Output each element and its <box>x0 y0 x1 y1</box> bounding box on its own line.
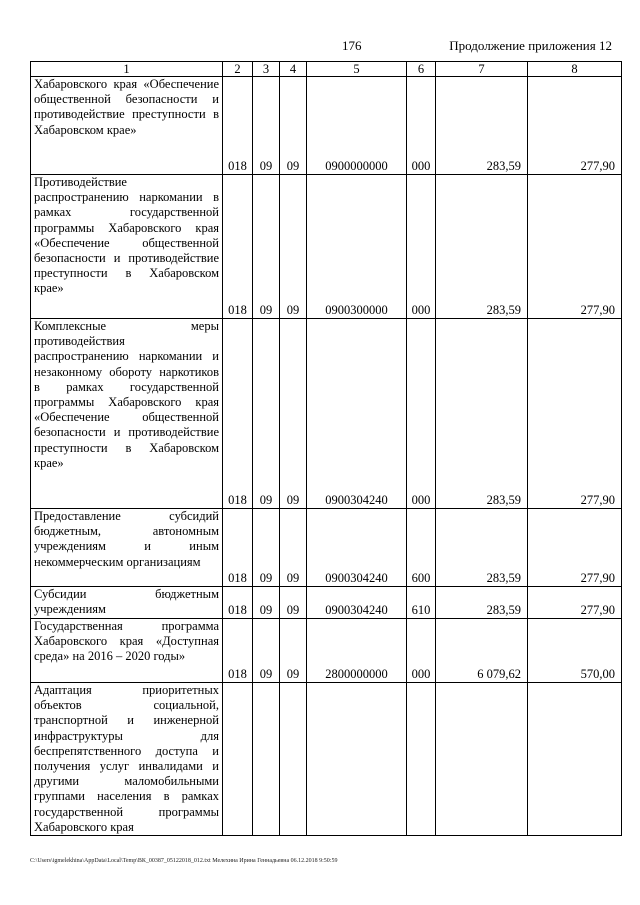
row-name: Предоставление субсидий бюджетным, автономным учреждениям и иным некоммерческим организациям <box>31 509 223 587</box>
cell-ministry: 018 <box>223 319 253 509</box>
column-header: 5 <box>307 62 407 77</box>
cell-amount-1: 283,59 <box>436 77 528 175</box>
table-row <box>31 509 622 587</box>
cell-amount-2: 277,90 <box>528 509 622 587</box>
budget-table <box>30 61 622 836</box>
column-header: 4 <box>280 62 307 77</box>
cell-amount-2: 277,90 <box>528 175 622 319</box>
cell-expense-type: 000 <box>407 319 436 509</box>
cell-expense-type: 000 <box>407 175 436 319</box>
cell-amount-2: 277,90 <box>528 77 622 175</box>
cell-subsection: 09 <box>280 77 307 175</box>
column-header: 2 <box>223 62 253 77</box>
table-row <box>31 619 622 683</box>
cell-subsection: 09 <box>280 509 307 587</box>
cell-section: 09 <box>253 77 280 175</box>
cell-section: 09 <box>253 509 280 587</box>
cell-amount-1: 283,59 <box>436 319 528 509</box>
cell-expense-type: 000 <box>407 619 436 683</box>
cell-subsection: 09 <box>280 587 307 619</box>
cell-expense-type: 000 <box>407 77 436 175</box>
cell-target: 0900300000 <box>307 175 407 319</box>
cell-amount-2: 277,90 <box>528 319 622 509</box>
cell-amount-1: 283,59 <box>436 175 528 319</box>
cell-amount-2: 277,90 <box>528 587 622 619</box>
column-header: 8 <box>528 62 622 77</box>
row-name: Комплексные меры противодействия распространению наркомании и незаконному обороту наркотиков в рамках государственной программы Хабаровского края «Обеспечение общественной безопасности и противодействие преступности в Хабаровском крае» <box>31 319 223 509</box>
cell-expense-type: 600 <box>407 509 436 587</box>
page-number: 176 <box>342 38 362 53</box>
cell-expense-type: 610 <box>407 587 436 619</box>
cell-target: 0900304240 <box>307 319 407 509</box>
table-header-row <box>31 62 622 77</box>
cell-amount-1 <box>436 683 528 836</box>
cell-amount-1: 283,59 <box>436 509 528 587</box>
table-row <box>31 319 622 509</box>
row-name: Адаптация приоритетных объектов социальной, транспортной и инженерной инфраструктуры для беспрепятственного доступа и получения услуг инвалидами и другими маломобильными группами населения в рамках государственной программы Хабаровского края <box>31 683 223 836</box>
table-row <box>31 77 622 175</box>
cell-target: 0900304240 <box>307 509 407 587</box>
table-row <box>31 587 622 619</box>
cell-target: 0900000000 <box>307 77 407 175</box>
cell-subsection: 09 <box>280 319 307 509</box>
cell-ministry <box>223 683 253 836</box>
column-header: 6 <box>407 62 436 77</box>
cell-expense-type <box>407 683 436 836</box>
cell-target <box>307 683 407 836</box>
column-header: 1 <box>31 62 223 77</box>
row-name: Противодействие распространению наркомании в рамках государственной программы Хабаровского края «Обеспечение общественной безопасности и противодействие преступности в Хабаровском крае» <box>31 175 223 319</box>
cell-ministry: 018 <box>223 175 253 319</box>
cell-section: 09 <box>253 175 280 319</box>
column-header: 3 <box>253 62 280 77</box>
cell-target: 2800000000 <box>307 619 407 683</box>
continuation-label: Продолжение приложения 12 <box>449 38 612 53</box>
row-name: Государственная программа Хабаровского края «Доступная среда» на 2016 – 2020 годы» <box>31 619 223 683</box>
cell-section <box>253 683 280 836</box>
cell-amount-1: 283,59 <box>436 587 528 619</box>
cell-section: 09 <box>253 319 280 509</box>
file-path-footer: C:\Users\igmelekhina\AppData\Local\Temp\ВК_00387_05122018_012.txt Мелехина Ирина Геннадьевна 06.12.2018 9:50:59 <box>30 858 338 864</box>
cell-ministry: 018 <box>223 587 253 619</box>
cell-amount-2: 570,00 <box>528 619 622 683</box>
cell-section: 09 <box>253 619 280 683</box>
cell-ministry: 018 <box>223 77 253 175</box>
cell-ministry: 018 <box>223 619 253 683</box>
cell-amount-1: 6 079,62 <box>436 619 528 683</box>
cell-subsection: 09 <box>280 175 307 319</box>
column-header: 7 <box>436 62 528 77</box>
cell-subsection <box>280 683 307 836</box>
row-name: Субсидии бюджетным учреждениям <box>31 587 223 619</box>
cell-target: 0900304240 <box>307 587 407 619</box>
cell-section: 09 <box>253 587 280 619</box>
table-row <box>31 683 622 836</box>
table-row <box>31 175 622 319</box>
cell-amount-2 <box>528 683 622 836</box>
cell-ministry: 018 <box>223 509 253 587</box>
row-name: Хабаровского края «Обеспечение общественной безопасности и противодействие преступности в Хабаровском крае» <box>31 77 223 175</box>
cell-subsection: 09 <box>280 619 307 683</box>
